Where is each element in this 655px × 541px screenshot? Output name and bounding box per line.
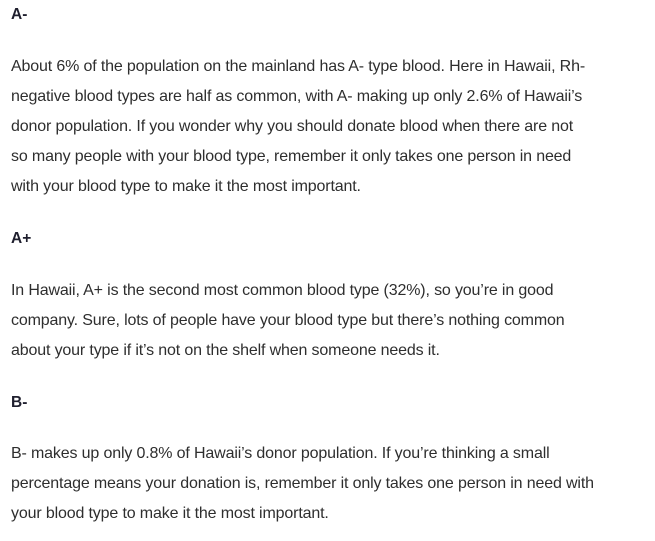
- paragraph-line: with your blood type to make it the most important.: [11, 178, 361, 195]
- paragraph-line: about your type if it’s not on the shelf when someone needs it.: [11, 342, 440, 359]
- section-heading-a-positive: A+: [11, 230, 32, 247]
- paragraph-line: so many people with your blood type, remember it only takes one person in need: [11, 148, 572, 165]
- section-paragraph-b-negative: [11, 439, 594, 529]
- paragraph-line: In Hawaii, A+ is the second most common blood type (32%), so you’re in good: [11, 282, 554, 299]
- section-paragraph-a-positive: [11, 276, 565, 366]
- section-paragraph-a-negative: [11, 52, 585, 202]
- section-heading-a-negative: A-: [11, 6, 28, 23]
- section-heading-b-negative: B-: [11, 394, 28, 411]
- paragraph-line: company. Sure, lots of people have your blood type but there’s nothing common: [11, 312, 565, 329]
- paragraph-line: donor population. If you wonder why you should donate blood when there are not: [11, 118, 574, 135]
- paragraph-line: B- makes up only 0.8% of Hawaii’s donor population. If you’re thinking a small: [11, 445, 550, 462]
- paragraph-line: percentage means your donation is, remember it only takes one person in need with: [11, 475, 594, 492]
- paragraph-line: negative blood types are half as common, with A- making up only 2.6% of Hawaii’s: [11, 88, 583, 105]
- paragraph-line: About 6% of the population on the mainland has A- type blood. Here in Hawaii, Rh-: [11, 58, 585, 75]
- paragraph-line: your blood type to make it the most important.: [11, 505, 329, 522]
